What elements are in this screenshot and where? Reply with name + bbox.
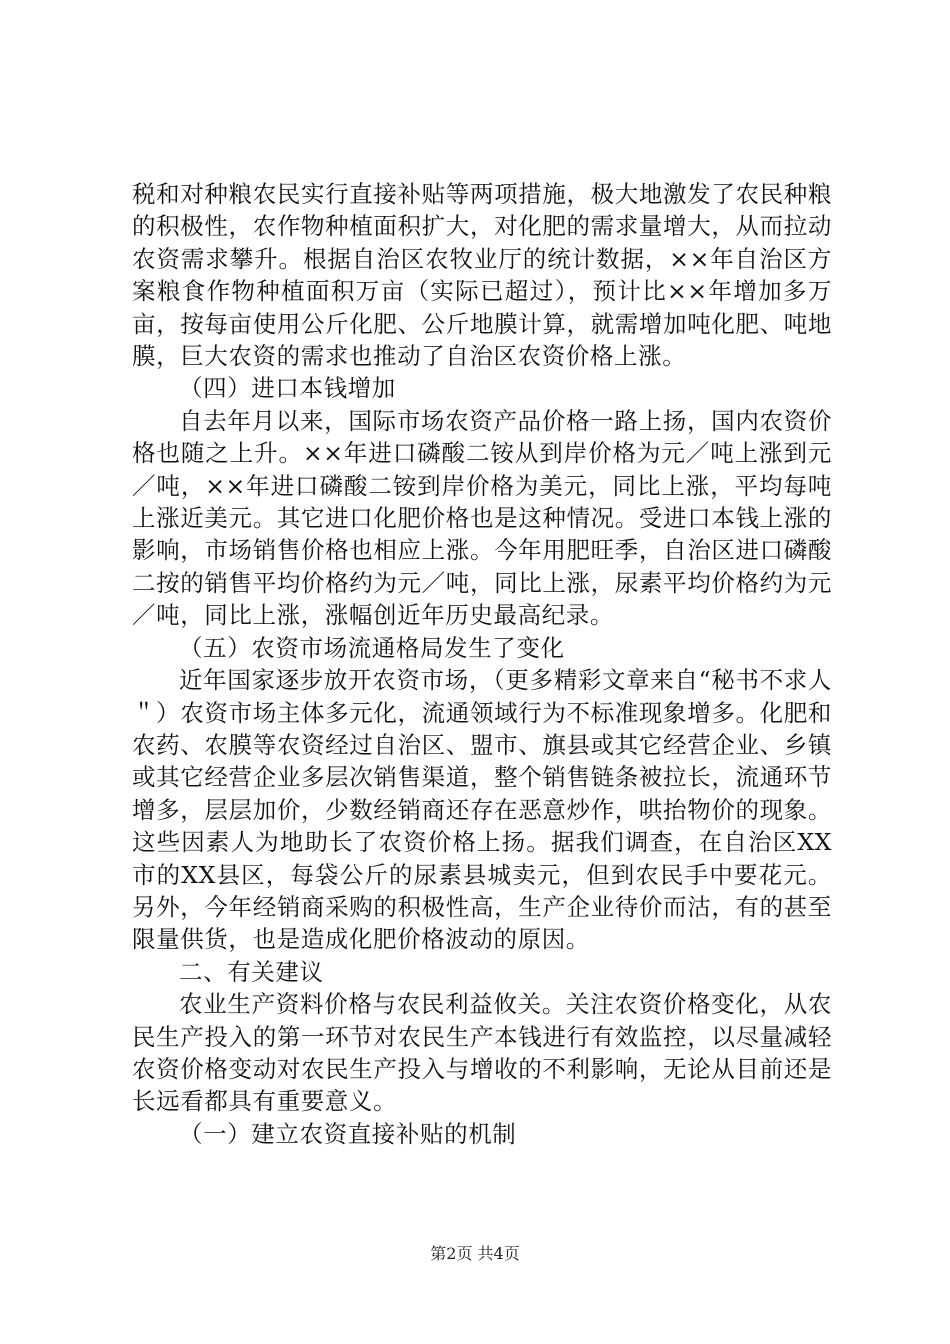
paragraph-suggestions: 农业生产资料价格与农民利益攸关。关注农资价格变化，从农民生产投入的第一环节对农民生产本钱进行有效监控，以尽量减轻农资价格变动对农民生产投入与增收的不利影响，无论从目前还是长远看都具有重要意义。 bbox=[132, 990, 832, 1116]
page-footer: 第2页 共4页 bbox=[430, 1244, 520, 1263]
heading-import-cost: （四）进口本钱增加 bbox=[179, 374, 396, 403]
document-body bbox=[132, 178, 832, 1150]
paragraph-import-cost: 自去年月以来，国际市场农资产品价格一路上扬，国内农资价格也随之上升。××年进口磷酸二铵从到岸价格为元／吨上涨到元／吨，××年进口磷酸二铵到岸价格为美元，同比上涨，平均每吨上涨近美元。其它进口化肥价格也是这种情况。受进口本钱上涨的影响，市场销售价格也相应上涨。今年用肥旺季，自治区进口磷酸二按的销售平均价格约为元／吨，同比上涨，尿素平均价格约为元／吨，同比上涨，涨幅创近年历史最高纪录。 bbox=[132, 406, 832, 630]
heading-suggestions: 二、有关建议 bbox=[179, 957, 324, 986]
paragraph-market-circulation: 近年国家逐步放开农资市场，（更多精彩文章来自“秘书不求人＂）农资市场主体多元化，流通领域行为不标准现象增多。化肥和农药、农膜等农资经过自治区、盟市、旗县或其它经营企业、乡镇或其它经营企业多层次销售渠道，整个销售链条被拉长，流通环节增多，层层加价，少数经销商还存在恶意炒作，哄抬物价的现象。这些因素人为地助长了农资价格上扬。据我们调查，在自治区XX市的XX县区，每袋公斤的尿素县城卖元，但到农民手中要花元。另外，今年经销商采购的积极性高，生产企业待价而沽，有的甚至限量供货，也是造成化肥价格波动的原因。 bbox=[132, 666, 832, 954]
heading-direct-subsidy: （一）建立农资直接补贴的机制 bbox=[179, 1119, 517, 1148]
heading-market-circulation: （五）农资市场流通格局发生了变化 bbox=[179, 633, 565, 662]
paragraph-grain-subsidy: 税和对种粮农民实行直接补贴等两项措施，极大地激发了农民种粮的积极性，农作物种植面积扩大，对化肥的需求量增大，从而拉动农资需求攀升。根据自治区农牧业厅的统计数据，××年自治区方案粮食作物种植面积万亩（实际已超过），预计比××年增加多万亩，按每亩使用公斤化肥、公斤地膜计算，就需增加吨化肥、吨地膜，巨大农资的需求也推动了自治区农资价格上涨。 bbox=[132, 180, 832, 371]
